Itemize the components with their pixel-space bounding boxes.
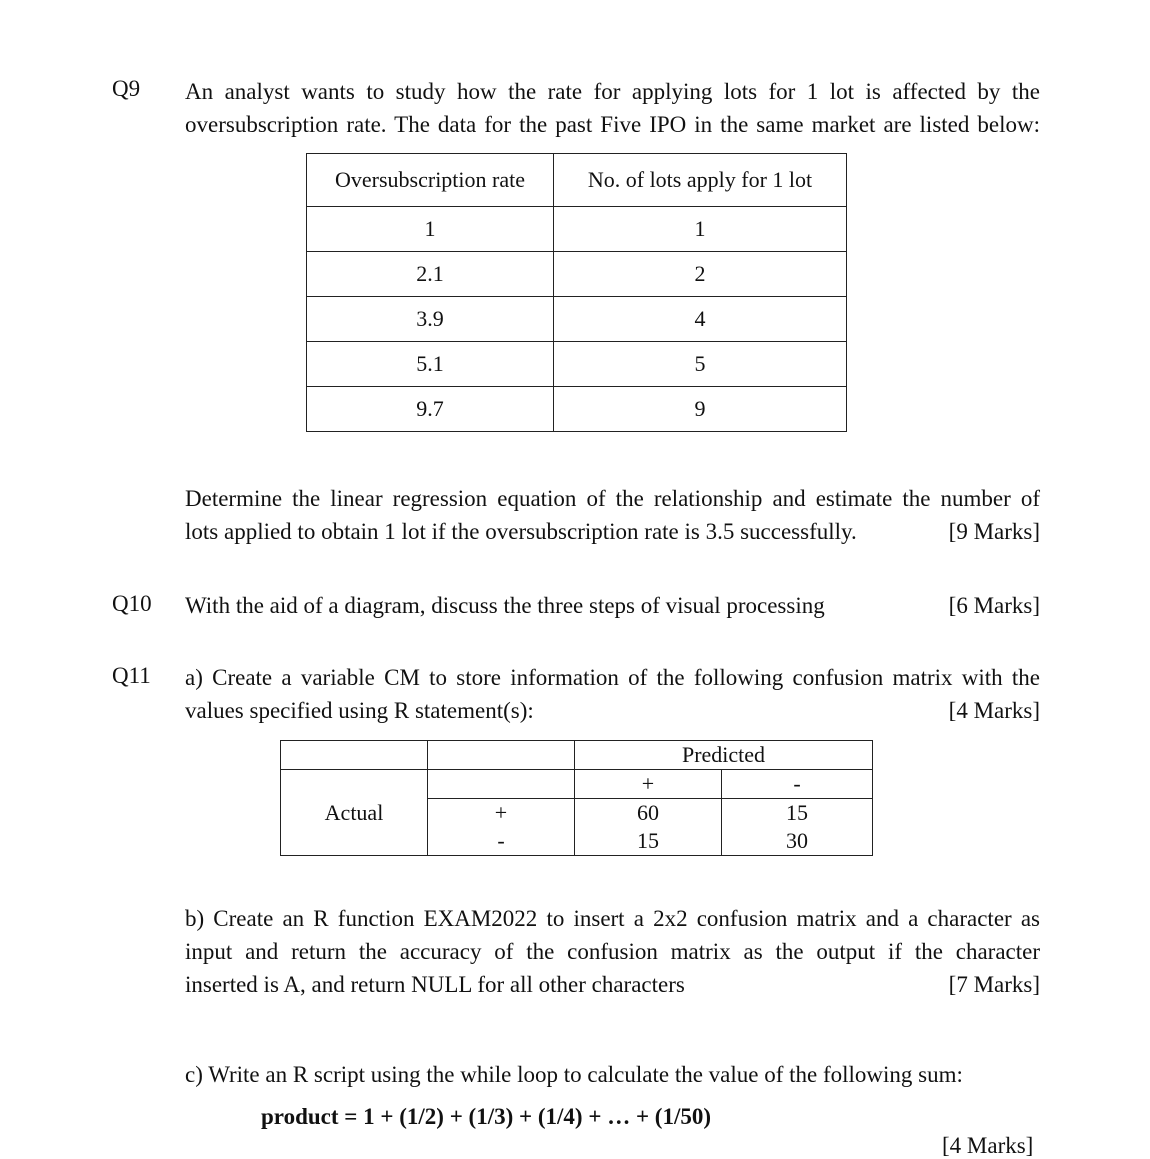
actual-negative-label: - bbox=[428, 827, 575, 856]
question-number-q10: Q10 bbox=[112, 591, 152, 616]
q11-b-line1: b) Create an R function EXAM2022 to insert a 2x2 confusion matrix and a character as bbox=[185, 906, 1040, 931]
table-cell: 5 bbox=[554, 342, 847, 387]
cell-fn: 15 bbox=[722, 799, 873, 828]
q9-task-line2-row bbox=[185, 515, 1040, 548]
q10-line bbox=[185, 589, 1040, 622]
q11-b-line3-row bbox=[185, 968, 1040, 1001]
q10-text: With the aid of a diagram, discuss the three steps of visual processing bbox=[185, 593, 825, 618]
table-cell: 1 bbox=[307, 207, 554, 252]
q9-task-line2: lots applied to obtain 1 lot if the oversubscription rate is 3.5 successfully. bbox=[185, 519, 857, 544]
q9-intro bbox=[185, 75, 1040, 141]
table-row bbox=[307, 207, 847, 252]
cell-tp: 60 bbox=[575, 799, 722, 828]
q11-b-marks: [7 Marks] bbox=[948, 972, 1040, 997]
q9-marks: [9 Marks] bbox=[948, 519, 1040, 544]
header-lots-apply: No. of lots apply for 1 lot bbox=[554, 154, 847, 207]
table-cell-empty bbox=[428, 741, 575, 770]
q11-part-b bbox=[185, 902, 1040, 1001]
predicted-negative-label: - bbox=[722, 770, 873, 799]
q10-text-row bbox=[185, 589, 1040, 622]
q11-a-marks: [4 Marks] bbox=[948, 698, 1040, 723]
table-cell: 5.1 bbox=[307, 342, 554, 387]
header-oversubscription-rate: Oversubscription rate bbox=[307, 154, 554, 207]
question-number-q11: Q11 bbox=[112, 663, 151, 688]
table-cell-empty bbox=[281, 741, 428, 770]
q11-part-a bbox=[185, 661, 1040, 727]
q9-intro-line1: An analyst wants to study how the rate for applying lots for 1 lot is affected by the bbox=[185, 79, 1040, 104]
confusion-matrix-table bbox=[280, 740, 873, 856]
question-number-q9: Q9 bbox=[112, 76, 141, 101]
table-row bbox=[281, 770, 873, 799]
table-cell-empty bbox=[428, 770, 575, 799]
table-row bbox=[281, 741, 873, 770]
table-row bbox=[307, 297, 847, 342]
table-cell: 4 bbox=[554, 297, 847, 342]
actual-positive-label: + bbox=[428, 799, 575, 828]
actual-label: Actual bbox=[281, 770, 428, 856]
table-row bbox=[307, 342, 847, 387]
table-header-row bbox=[307, 154, 847, 207]
q11-a-line1: a) Create a variable CM to store information of the following confusion matrix with the bbox=[185, 665, 1040, 690]
q10-marks: [6 Marks] bbox=[948, 593, 1040, 618]
table-cell: 2 bbox=[554, 252, 847, 297]
q11-a-line2: values specified using R statement(s): bbox=[185, 698, 534, 723]
table-row bbox=[307, 387, 847, 432]
table-cell: 3.9 bbox=[307, 297, 554, 342]
table-cell: 1 bbox=[554, 207, 847, 252]
q9-task bbox=[185, 482, 1040, 548]
cell-fp: 15 bbox=[575, 827, 722, 856]
predicted-label: Predicted bbox=[575, 741, 873, 770]
q11-b-line2: input and return the accuracy of the confusion matrix as the output if the character bbox=[185, 939, 1040, 964]
table-cell: 2.1 bbox=[307, 252, 554, 297]
predicted-positive-label: + bbox=[575, 770, 722, 799]
q11-b-line3: inserted is A, and return NULL for all other characters bbox=[185, 972, 685, 997]
q9-task-line1: Determine the linear regression equation of the relationship and estimate the number of bbox=[185, 486, 1040, 511]
table-cell: 9 bbox=[554, 387, 847, 432]
ipo-data-table bbox=[306, 153, 847, 432]
cell-tn: 30 bbox=[722, 827, 873, 856]
q11-c-marks: [4 Marks] bbox=[942, 1133, 1034, 1158]
q11-c-line1: c) Write an R script using the while loop to calculate the value of the following sum: bbox=[185, 1062, 963, 1087]
q9-intro-line2: oversubscription rate. The data for the past Five IPO in the same market are listed below: bbox=[185, 112, 1040, 137]
table-cell: 9.7 bbox=[307, 387, 554, 432]
q11-a-line2-row bbox=[185, 694, 1040, 727]
table-row bbox=[307, 252, 847, 297]
q11-c-formula: product = 1 + (1/2) + (1/3) + (1/4) + … + (1/50) bbox=[261, 1104, 712, 1129]
